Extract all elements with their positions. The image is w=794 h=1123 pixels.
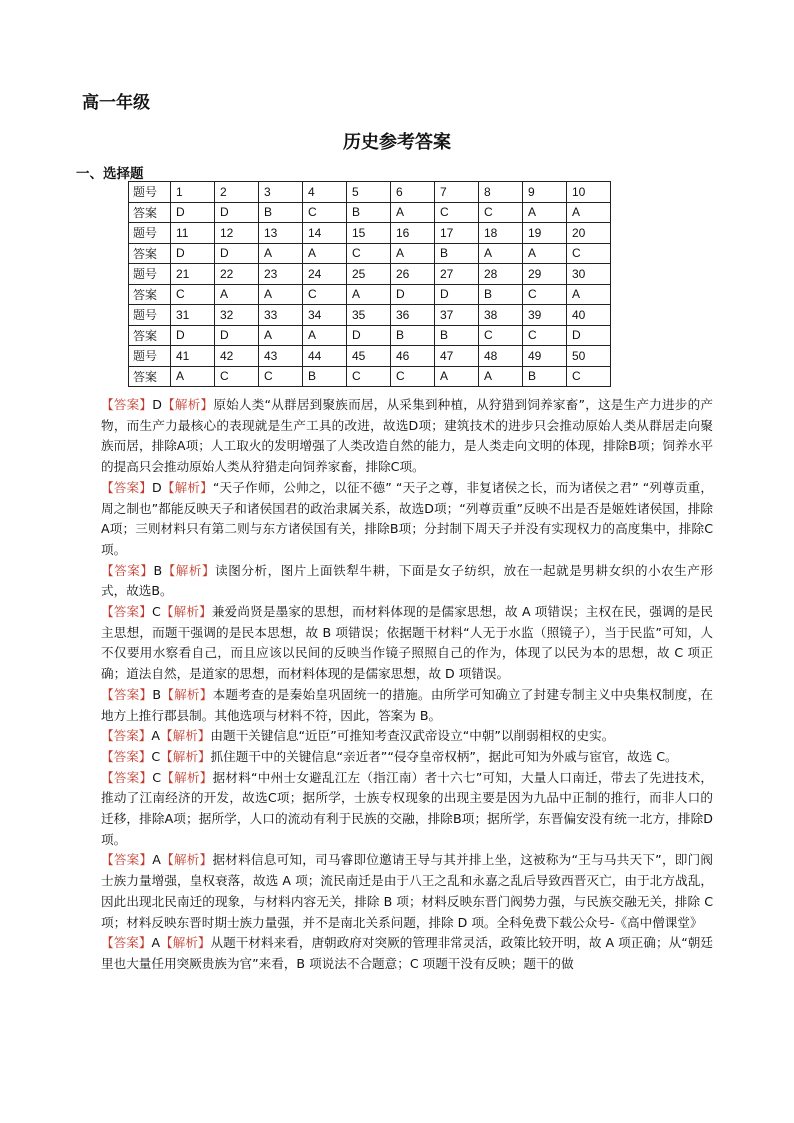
answer-tag: 【答案】 — [101, 769, 153, 785]
question-number-cell: 47 — [435, 346, 479, 367]
question-number-cell: 43 — [259, 346, 303, 367]
question-number-cell: 16 — [391, 223, 435, 244]
row-label: 题号 — [129, 305, 171, 326]
question-number-cell: 31 — [171, 305, 215, 326]
answer-cell: B — [435, 243, 479, 264]
question-number-cell: 34 — [303, 305, 347, 326]
question-number-cell: 18 — [479, 223, 523, 244]
answer-cell: A — [259, 284, 303, 305]
explanation-item — [101, 850, 713, 933]
answer-cell: C — [567, 243, 611, 264]
analysis-text: 原始人类“从群居到聚族而居，从采集到种植，从狩猎到饲养家畜”，这是生产力进步的产物，而生产力最核心的表现就是生产工具的改进，故选D项；建筑技术的进步只会推动原始人类从群居走向聚族而居，排除A项；人工取火的发明增强了人类改造自然的能力，是人类走向文明的体现，排除B项；饲养水平的提高只会推动原始人类从狩猎走向饲养家畜，排除C项。 — [101, 397, 714, 475]
answer-letter: D — [152, 397, 162, 412]
question-number-cell: 44 — [303, 346, 347, 367]
answer-row — [129, 325, 611, 346]
explanation-item — [101, 395, 713, 478]
answer-cell: C — [347, 366, 391, 387]
explanation-item — [101, 726, 713, 747]
row-label: 答案 — [129, 284, 171, 305]
row-label: 答案 — [129, 366, 171, 387]
answer-letter: B — [152, 686, 161, 702]
answer-table — [128, 181, 611, 387]
answer-cell: C — [479, 325, 523, 346]
analysis-text: 抓住题干中的关键信息“亲近者”“侵夺皇帝权柄”，据此可知为外戚与宦官，故选 C。 — [210, 748, 678, 764]
answer-cell: C — [523, 284, 567, 305]
question-number-cell: 13 — [259, 223, 303, 244]
answer-cell: C — [303, 284, 347, 305]
question-number-cell: 20 — [567, 223, 611, 244]
question-number-cell: 21 — [171, 264, 215, 285]
answer-tag: 【答案】 — [101, 397, 153, 412]
question-number-cell: 49 — [523, 346, 567, 367]
answer-cell: A — [479, 366, 523, 387]
grade-heading: 高一年级 — [82, 93, 150, 113]
answer-cell: A — [215, 284, 259, 305]
row-label: 题号 — [129, 264, 171, 285]
answer-cell: C — [259, 366, 303, 387]
answer-cell: A — [259, 325, 303, 346]
row-label: 题号 — [129, 346, 171, 367]
answer-cell: B — [303, 366, 347, 387]
analysis-tag: 【解析】 — [161, 479, 213, 495]
answer-letter: A — [152, 852, 161, 868]
answer-letter: B — [153, 562, 163, 578]
answer-cell: C — [435, 202, 479, 223]
answer-cell: D — [435, 284, 479, 305]
row-label: 答案 — [129, 325, 171, 346]
answer-cell: D — [347, 325, 391, 346]
answer-cell: A — [479, 243, 523, 264]
analysis-tag: 【解析】 — [162, 562, 216, 578]
answer-cell: A — [303, 325, 347, 346]
answer-tag: 【答案】 — [101, 604, 152, 620]
question-number-cell: 2 — [215, 182, 259, 203]
answer-cell: D — [171, 325, 215, 346]
question-number-cell: 17 — [435, 223, 479, 244]
analysis-tag: 【解析】 — [160, 604, 212, 620]
question-number-cell: 27 — [435, 264, 479, 285]
explanations — [101, 395, 713, 975]
answer-cell: B — [435, 325, 479, 346]
question-number-cell: 14 — [303, 223, 347, 244]
question-number-cell: 8 — [479, 182, 523, 203]
analysis-tag: 【解析】 — [160, 728, 211, 744]
question-number-cell: 6 — [391, 182, 435, 203]
question-number-cell: 7 — [435, 182, 479, 203]
question-number-cell: 37 — [435, 305, 479, 326]
question-number-cell: 33 — [259, 305, 303, 326]
answer-cell: C — [567, 366, 611, 387]
answer-letter: A — [151, 728, 160, 744]
answer-cell: A — [435, 366, 479, 387]
explanation-item — [101, 561, 713, 602]
question-number-cell: 48 — [479, 346, 523, 367]
answer-cell: D — [215, 243, 259, 264]
question-number-cell: 23 — [259, 264, 303, 285]
answer-cell: A — [523, 202, 567, 223]
analysis-text: 据材料“中州士女避乱江左（指江南）者十六七”可知，大量人口南迁，带去了先进技术，推动了江南经济的开发，故选C项；据所学，士族专权现象的出现主要是因为九品中正制的推行，而非人口的迁移，排除A项；据所学，人口的流动有利于民族的交融，排除B项；据所学，东晋偏安没有统一北方，排除D项。 — [101, 769, 714, 847]
analysis-text: 据材料信息可知，司马睿即位邀请王导与其并排上坐，这被称为“王与马共天下”，即门阀士族力量增强，皇权衰落，故选 A 项；流民南迁是由于八王之乱和永嘉之乱后导致西晋灭亡，由于北方战乱，因此出现北民南迁的现象，与材料内容无关，排除 B 项；材料反映东晋门阀势力强，与民族交融无关，排除 C 项；材料反映东晋时期士族力量强，并不是南北关系问题，排除 D 项。全科免费下载公众号-《高中僧课堂》 — [101, 852, 714, 930]
answer-cell: A — [567, 284, 611, 305]
question-number-cell: 22 — [215, 264, 259, 285]
explanation-item — [101, 933, 713, 974]
analysis-text: 读图分析，图片上面铁犁牛耕，下面是女子纺织，放在一起就是男耕女织的小农生产形式，故选B。 — [101, 562, 714, 599]
question-number-cell: 19 — [523, 223, 567, 244]
question-number-cell: 40 — [567, 305, 611, 326]
analysis-text: 兼爱尚贤是墨家的思想，而材料体现的是儒家思想，故 A 项错误；主权在民，强调的是民主思想，而题干强调的是民本思想，故 B 项错误；依据题干材料“人无于水监（照镜子），当于民监”可知，人不仅要用水察看自己，而且应该以民间的反映当作镜子照照自己的作为，体现了以民为本的思想，故 C 项正确；道法自然，是道家的思想，而材料体现的是儒家思想，故 D 项错误。 — [101, 604, 714, 682]
number-row — [129, 346, 611, 367]
answer-cell: C — [215, 366, 259, 387]
analysis-tag: 【解析】 — [160, 748, 211, 764]
explanation-item — [101, 478, 713, 561]
question-number-cell: 25 — [347, 264, 391, 285]
question-number-cell: 38 — [479, 305, 523, 326]
answer-cell: A — [259, 243, 303, 264]
answer-cell: B — [391, 325, 435, 346]
answer-tag: 【答案】 — [101, 935, 152, 951]
answer-row — [129, 243, 611, 264]
question-number-cell: 9 — [523, 182, 567, 203]
answer-cell: A — [347, 284, 391, 305]
question-number-cell: 15 — [347, 223, 391, 244]
explanation-item — [101, 602, 713, 685]
analysis-text: “天子作师，公帅之，以征不德” “天子之尊，非复诸侯之长，而为诸侯之君” “列尊贡重，周之制也”都能反映天子和诸侯国君的政治隶属关系，故选D项；“列尊贡重”反映不出是否是姬姓诸侯国，排除A项；三则材料只有第二则与东方诸侯国有关，排除B项；分封制下周天子并没有实现权力的高度集中，排除C项。 — [101, 479, 714, 557]
answer-letter: A — [151, 935, 161, 951]
answer-cell: B — [523, 366, 567, 387]
question-number-cell: 3 — [259, 182, 303, 203]
analysis-text: 本题考查的是秦始皇巩固统一的措施。由所学可知确立了封建专制主义中央集权制度，在地方上推行郡县制。其他选项与材料不符，因此，答案为 B。 — [101, 686, 714, 723]
question-number-cell: 32 — [215, 305, 259, 326]
explanation-item — [101, 747, 713, 768]
question-number-cell: 29 — [523, 264, 567, 285]
answer-cell: D — [391, 284, 435, 305]
answer-tag: 【答案】 — [101, 562, 154, 578]
number-row — [129, 182, 611, 203]
analysis-text: 由题干关键信息“近臣”可推知考查汉武帝设立“中朝”以削弱相权的史实。 — [210, 728, 615, 744]
analysis-tag: 【解析】 — [160, 935, 211, 951]
explanation-item — [101, 768, 713, 851]
analysis-tag: 【解析】 — [160, 852, 213, 868]
question-number-cell: 5 — [347, 182, 391, 203]
question-number-cell: 11 — [171, 223, 215, 244]
answer-tag: 【答案】 — [101, 479, 152, 495]
answer-cell: A — [391, 202, 435, 223]
answer-row — [129, 366, 611, 387]
analysis-tag: 【解析】 — [161, 397, 214, 412]
answer-cell: B — [479, 284, 523, 305]
question-number-cell: 4 — [303, 182, 347, 203]
question-number-cell: 26 — [391, 264, 435, 285]
answer-letter: D — [152, 479, 162, 495]
answer-tag: 【答案】 — [101, 728, 152, 744]
question-number-cell: 24 — [303, 264, 347, 285]
row-label: 答案 — [129, 243, 171, 264]
answer-cell: C — [523, 325, 567, 346]
answer-row — [129, 284, 611, 305]
answer-cell: C — [391, 366, 435, 387]
answer-cell: D — [215, 202, 259, 223]
number-row — [129, 264, 611, 285]
question-number-cell: 10 — [567, 182, 611, 203]
answer-letter: C — [151, 748, 161, 764]
question-number-cell: 1 — [171, 182, 215, 203]
row-label: 答案 — [129, 202, 171, 223]
answer-cell: B — [259, 202, 303, 223]
answer-cell: D — [171, 243, 215, 264]
analysis-text: 从题干材料来看，唐朝政府对突厥的管理非常灵活，政策比较开明，故 A 项正确；从“朝廷里也大量任用突厥贵族为官”来看，B 项说法不合题意；C 项题干没有反映；题干的做 — [101, 935, 713, 971]
answer-cell: C — [479, 202, 523, 223]
question-number-cell: 35 — [347, 305, 391, 326]
answer-tag: 【答案】 — [101, 748, 152, 764]
answer-cell: A — [303, 243, 347, 264]
answer-row — [129, 202, 611, 223]
section-heading: 一、选择题 — [76, 166, 144, 182]
answer-cell: C — [303, 202, 347, 223]
question-number-cell: 42 — [215, 346, 259, 367]
question-number-cell: 46 — [391, 346, 435, 367]
row-label: 题号 — [129, 182, 171, 203]
answer-cell: D — [171, 202, 215, 223]
analysis-tag: 【解析】 — [161, 686, 213, 702]
answer-cell: A — [171, 366, 215, 387]
answer-letter: C — [152, 769, 162, 785]
question-number-cell: 39 — [523, 305, 567, 326]
answer-cell: B — [347, 202, 391, 223]
explanation-item — [101, 685, 713, 726]
answer-cell: A — [567, 202, 611, 223]
number-row — [129, 305, 611, 326]
answer-cell: D — [215, 325, 259, 346]
answer-cell: A — [523, 243, 567, 264]
answer-cell: C — [171, 284, 215, 305]
question-number-cell: 45 — [347, 346, 391, 367]
answer-tag: 【答案】 — [101, 686, 153, 702]
answer-cell: D — [567, 325, 611, 346]
page-title: 历史参考答案 — [343, 132, 451, 153]
question-number-cell: 41 — [171, 346, 215, 367]
question-number-cell: 50 — [567, 346, 611, 367]
answer-letter: C — [151, 604, 161, 620]
number-row — [129, 223, 611, 244]
row-label: 题号 — [129, 223, 171, 244]
analysis-tag: 【解析】 — [161, 769, 213, 785]
question-number-cell: 36 — [391, 305, 435, 326]
question-number-cell: 12 — [215, 223, 259, 244]
question-number-cell: 28 — [479, 264, 523, 285]
question-number-cell: 30 — [567, 264, 611, 285]
answer-cell: C — [347, 243, 391, 264]
answer-tag: 【答案】 — [101, 852, 153, 868]
answer-cell: A — [391, 243, 435, 264]
